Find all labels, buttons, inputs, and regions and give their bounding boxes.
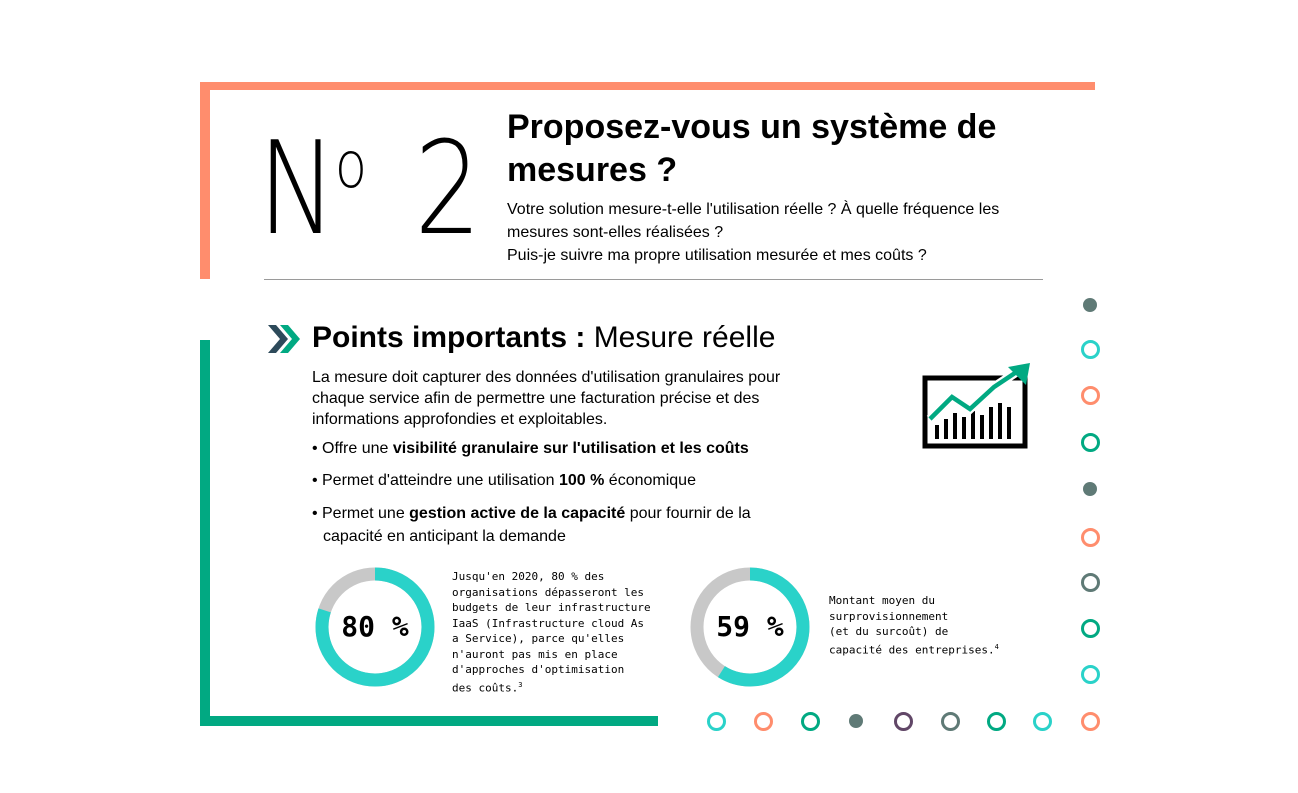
decorative-ring [1033, 712, 1052, 731]
decorative-ring [1081, 573, 1100, 592]
footnote: 4 [994, 642, 999, 651]
stat-description [452, 569, 672, 696]
decorative-dot [1083, 482, 1097, 496]
list-item: • Permet une gestion active de la capacité pour fournir de la capacité en anticipant la demande [312, 505, 751, 545]
stat-line: budgets de leur infrastructure [452, 601, 651, 614]
decorative-ring [707, 712, 726, 731]
decorative-ring [1081, 386, 1100, 405]
header-divider [264, 279, 1043, 280]
list-item: • Permet d'atteindre une utilisation 100 % économique [312, 472, 696, 489]
page-subtitle [507, 198, 1047, 267]
decorative-ring [894, 712, 913, 731]
section-title: Points importants : Mesure réelle [312, 321, 776, 354]
stat-line: d'approches d'optimisation [452, 663, 625, 676]
decorative-dot [849, 714, 863, 728]
orange-frame-top [200, 82, 1095, 90]
stat-value: 59 % [716, 610, 784, 643]
decorative-dot [1083, 298, 1097, 312]
stat-line: surprovisionnement [829, 609, 949, 623]
decorative-ring [801, 712, 820, 731]
orange-frame-left [200, 82, 210, 279]
stat-description [829, 593, 1029, 658]
list-item: • Offre une visibilité granulaire sur l'utilisation et les coûts [312, 440, 749, 457]
growth-chart-icon [922, 363, 1032, 449]
decorative-ring [1081, 340, 1100, 359]
green-frame-bottom [200, 716, 658, 726]
decorative-ring [1081, 665, 1100, 684]
stat-line: IaaS (Infrastructure cloud As [452, 616, 645, 630]
stat-line: des coûts. [452, 681, 519, 695]
decorative-ring [1081, 712, 1100, 731]
page-title: Proposez-vous un système de mesures ? [507, 108, 997, 189]
subtitle-line: Puis-je suivre ma propre utilisation mesurée et mes coûts ? [507, 247, 927, 264]
section-number: $N^o$ 2 [258, 115, 480, 264]
decorative-ring [1081, 619, 1100, 638]
decorative-ring [987, 712, 1006, 731]
section-intro: La mesure doit capturer des données d'utilisation granulaires pour chaque service afin de permettre une facturation précise et des informations approfondies et exploitables. [312, 369, 781, 428]
subtitle-line: Votre solution mesure-t-elle l'utilisation réelle ? À quelle fréquence les [507, 201, 1000, 218]
decorative-ring [1081, 528, 1100, 547]
stat-line: a Service), parce qu'elles [452, 632, 625, 645]
stat-line: (et du surcoût) de [829, 625, 949, 638]
stat-value: 80 % [341, 610, 409, 643]
decorative-ring [754, 712, 773, 731]
subtitle-line: mesures sont-elles réalisées ? [507, 224, 724, 241]
decorative-ring [941, 712, 960, 731]
stat-line: Jusqu'en 2020, 80 % des [452, 570, 605, 583]
stat-line: capacité des entreprises. [829, 643, 995, 657]
stat-line: n'auront pas mis en place [452, 647, 618, 661]
footnote: 3 [518, 680, 523, 689]
green-frame-left [200, 340, 210, 726]
stat-line: organisations dépasseront les [452, 585, 645, 599]
double-chevron-right-icon [266, 321, 302, 357]
decorative-ring [1081, 433, 1100, 452]
stat-line: Montant moyen du [829, 594, 935, 607]
